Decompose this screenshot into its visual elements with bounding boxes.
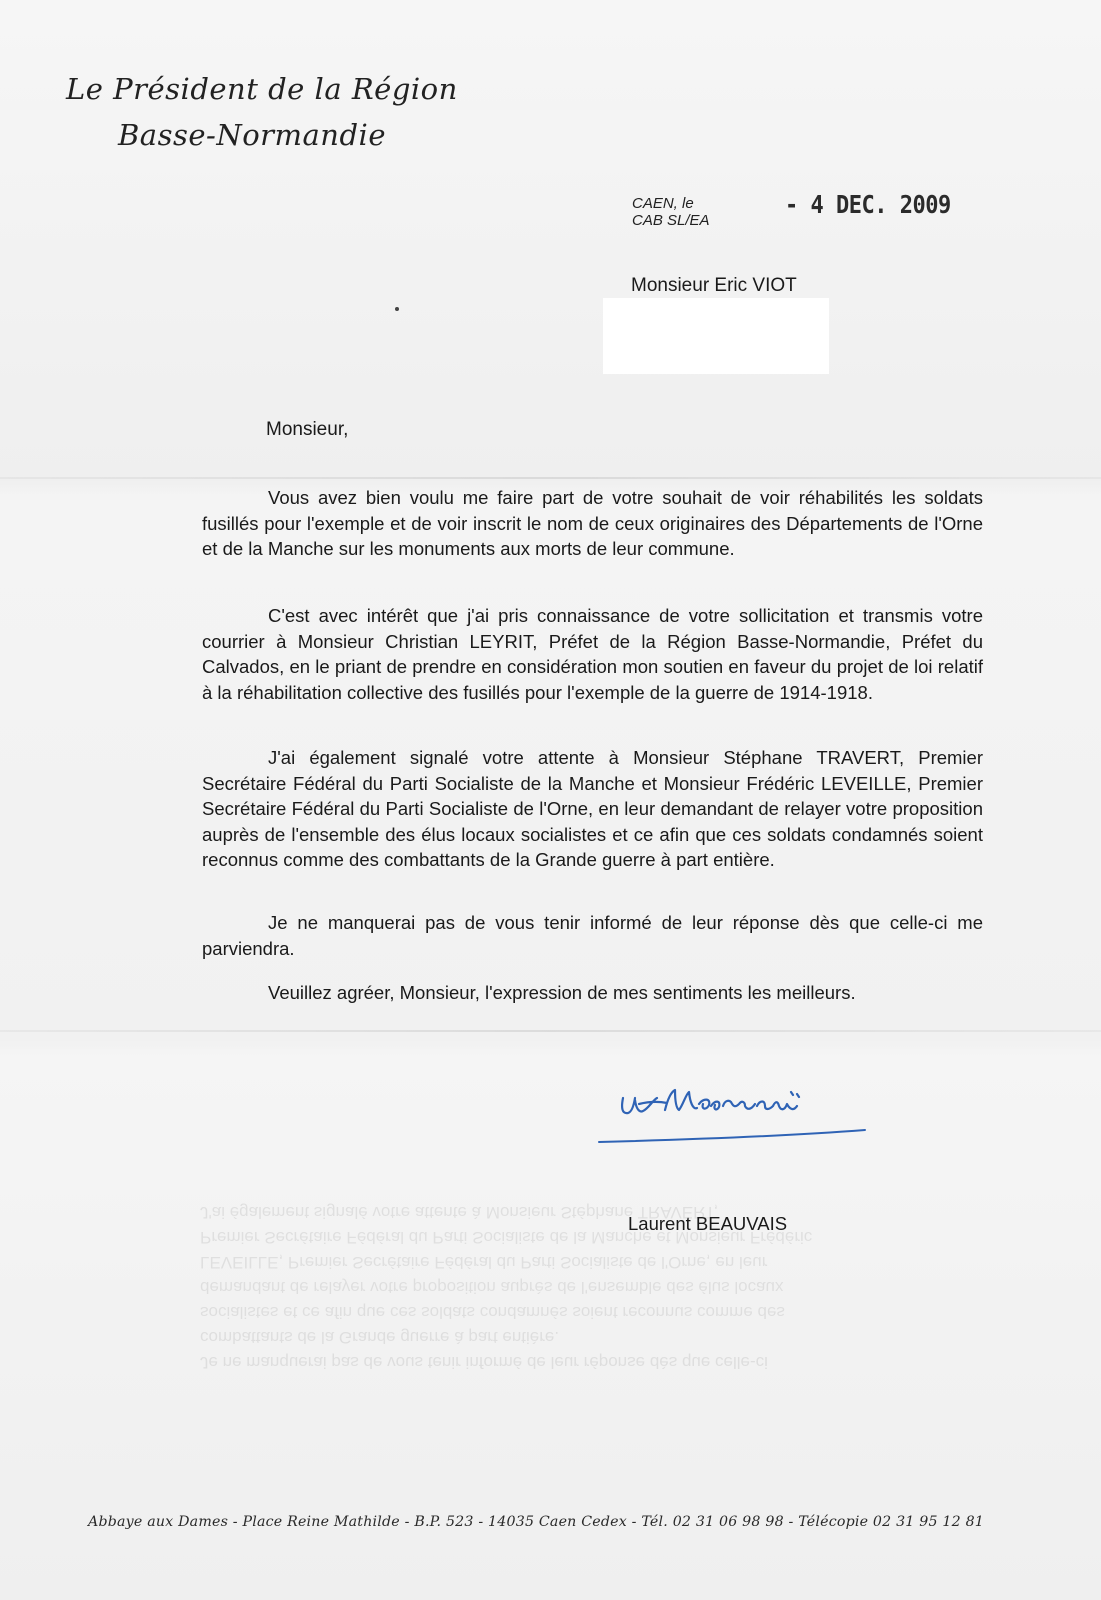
footer-address: Abbaye aux Dames - Place Reine Mathilde - B.P. 523 - 14035 Caen Cedex - Tél. 02 31 06 98 98 - Télécopie 02 31 95 12 81 xyxy=(88,1514,985,1530)
salutation: Monsieur, xyxy=(266,419,349,440)
dateline-place: CAEN, le xyxy=(632,195,694,212)
show-through-text: Je ne manquerai pas de vous tenir informé de leur réponse dès que celle-ci combattants de la Grande guerre à part entière. socialistes et ce afin que ces soldats condamnés soient reconnus comme des demandant de relayer votre proposition auprès de l'ensemble des élus locaux LEVEILLE, Premier Secrétaire Fédéral du Parti Socialiste de l'Orne, en leur Premier Secrétaire Fédéral du Parti Socialiste de la Manche et Monsieur Frédéric J'ai également signalé votre attente à Monsieur Stéphane TRAVERT, xyxy=(200,1203,813,1372)
redacted-address-block xyxy=(603,298,829,374)
letterhead-title: Le Président de la Région xyxy=(66,72,458,106)
body-paragraph: Vous avez bien voulu me faire part de votre souhait de voir réhabilités les soldats fusillés pour l'exemple et de voir inscrit le nom de ceux originaires des Départements de l'Orne et de la Manche sur les monuments aux morts de leur commune. xyxy=(202,487,983,559)
body-paragraph: C'est avec intérêt que j'ai pris connaissance de votre sollicitation et transmis votre courrier à Monsieur Christian LEYRIT, Préfet de la Région Basse-Normandie, Préfet du Calvados, en le priant de prendre en considération mon soutien en faveur du projet de loi relatif à la réhabilitation collective des fusillés pour l'exemple de la guerre de 1914-1918. xyxy=(202,605,983,703)
body-paragraph: J'ai également signalé votre attente à Monsieur Stéphane TRAVERT, Premier Secrétaire Fédéral du Parti Socialiste de la Manche et Monsieur Frédéric LEVEILLE, Premier Secrétaire Fédéral du Parti Socialiste de l'Orne, en leur demandant de relayer votre proposition auprès de l'ensemble des élus locaux socialistes et ce afin que ces soldats condamnés soient reconnus comme des combattants de la Grande guerre à part entière. xyxy=(202,747,983,870)
reference-code: CAB SL/EA xyxy=(632,212,710,229)
paper-fold-line xyxy=(0,1030,1101,1032)
letterhead-region: Basse-Normandie xyxy=(118,118,386,152)
handwritten-signature xyxy=(595,1080,870,1160)
body-paragraph: Je ne manquerai pas de vous tenir informé de leur réponse dès que celle-ci me parviendra. xyxy=(202,912,983,959)
signer-name: Laurent BEAUVAIS xyxy=(628,1213,788,1234)
paper-fold-line xyxy=(0,477,1101,479)
signature-stroke xyxy=(622,1090,799,1113)
recipient-name: Monsieur Eric VIOT xyxy=(631,275,797,296)
paper-speck xyxy=(395,307,399,311)
signature-underline xyxy=(599,1130,865,1142)
body-paragraph: Veuillez agréer, Monsieur, l'expression de mes sentiments les meilleurs. xyxy=(268,982,856,1003)
date-stamp: - 4 DEC. 2009 xyxy=(785,191,951,220)
